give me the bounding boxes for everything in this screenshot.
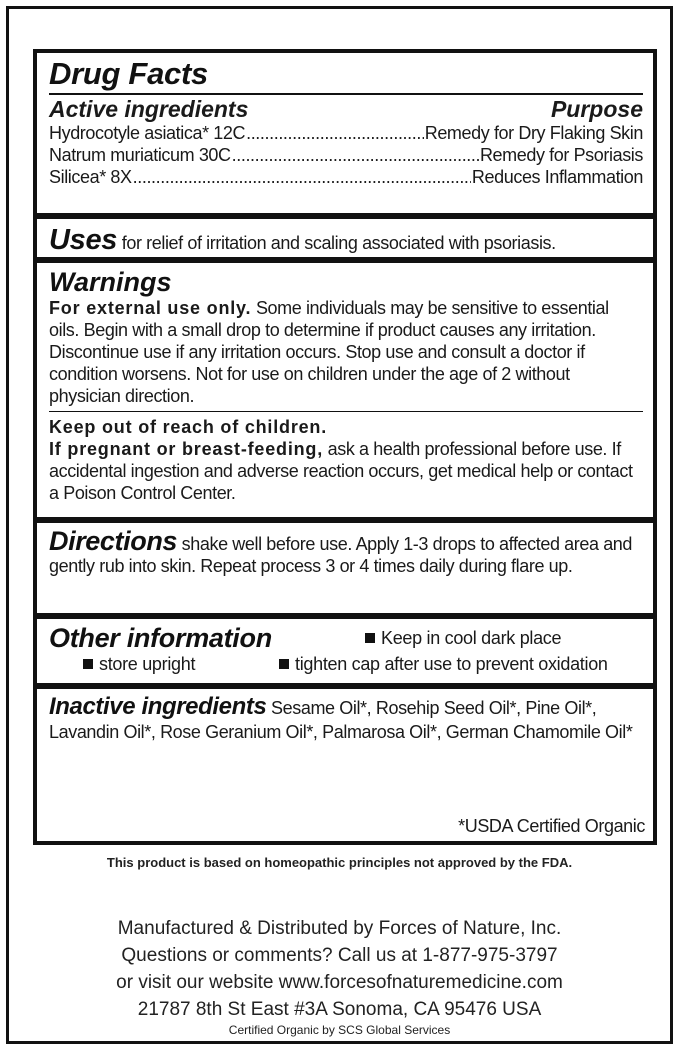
active-ingredients-header — [49, 96, 643, 122]
external-use-text: Some individuals may be sensitive to essential oils. Begin with a small drop to determine if product causes any irritation. Discontinue use if any irritation occurs. Stop use and consult a doctor if condition worsens. Not for use on children under the age of 2 without physician direction. — [49, 298, 609, 406]
directions-panel — [37, 523, 653, 613]
ingredient-row — [49, 122, 643, 144]
inactive-ingredients-panel — [37, 689, 653, 841]
external-use-bold: For external use only. — [49, 298, 252, 318]
ingredient-row — [49, 166, 643, 188]
address-line: 21787 8th St East #3A Sonoma, CA 95476 USA — [137, 999, 542, 1020]
other-info-item: tighten cap after use to prevent oxidation — [295, 654, 608, 674]
other-information-heading: Other information — [49, 623, 272, 653]
directions-text: shake well before use. Apply 1-3 drops to affected area and gently rub into skin. Repeat process 3 or 4 times daily during flare up. — [49, 534, 633, 576]
keep-out-of-reach: Keep out of reach of children. — [49, 417, 328, 437]
warnings-heading: Warnings — [49, 267, 172, 297]
ingredient-row — [49, 144, 643, 166]
ingredient-name: Natrum muriaticum 30C — [49, 145, 231, 165]
warnings-panel — [37, 263, 653, 517]
directions-heading: Directions — [49, 526, 178, 556]
fda-disclaimer: This product is based on homeopathic principles not approved by the FDA. — [106, 855, 573, 870]
warnings-divider — [49, 411, 643, 412]
square-bullet-icon — [279, 659, 289, 669]
manufacturer-info — [9, 915, 670, 1023]
title-divider — [49, 93, 643, 95]
active-ingredients-heading: Active ingredients — [49, 96, 249, 122]
manufacturer-line: Manufactured & Distributed by Forces of Nature, Inc. — [117, 918, 562, 939]
leader-dots — [232, 144, 479, 166]
ingredient-name: Hydrocotyle asiatica* 12C — [49, 123, 246, 143]
active-ingredients-panel — [37, 53, 653, 213]
pregnancy-warning — [49, 438, 643, 504]
certification-note: Certified Organic by SCS Global Services — [228, 1023, 451, 1037]
drug-facts-title: Drug Facts — [49, 56, 208, 91]
other-info-item: store upright — [99, 654, 196, 674]
square-bullet-icon — [83, 659, 93, 669]
uses-text: for relief of irritation and scaling associated with psoriasis. — [121, 233, 556, 253]
pregnancy-bold: If pregnant or breast-feeding, — [49, 439, 324, 459]
ingredient-name: Silicea* 8X — [49, 167, 132, 187]
product-label-page — [6, 6, 673, 1044]
leader-dots — [246, 122, 424, 144]
ingredient-purpose: Remedy for Psoriasis — [479, 145, 643, 165]
inactive-ingredients-text: Sesame Oil*, Rosehip Seed Oil*, Pine Oil*, Lavandin Oil*, Rose Geranium Oil*, Palmarosa Oil*, German Chamomile Oil* — [49, 698, 633, 742]
other-info-item: Keep in cool dark place — [381, 628, 562, 648]
contact-phone-line: Questions or comments? Call us at 1-877-975-3797 — [121, 945, 558, 966]
purpose-heading: Purpose — [550, 96, 643, 122]
pregnancy-text: ask a health professional before use. If accidental ingestion and adverse reaction occurs, get medical help or contact a Poison Control Center. — [49, 439, 633, 503]
ingredient-purpose: Remedy for Dry Flaking Skin — [424, 123, 643, 143]
drug-facts-box — [33, 49, 657, 845]
uses-panel — [37, 219, 653, 257]
leader-dots — [133, 166, 471, 188]
other-information-panel — [37, 619, 653, 683]
ingredient-purpose: Reduces Inflammation — [471, 167, 643, 187]
inactive-ingredients-heading: Inactive ingredients — [49, 693, 267, 720]
uses-heading: Uses — [49, 224, 118, 256]
square-bullet-icon — [365, 633, 375, 643]
website-line: or visit our website www.forcesofnaturemedicine.com — [116, 972, 563, 993]
usda-organic-note: *USDA Certified Organic — [458, 816, 645, 836]
external-use-warning — [49, 297, 643, 407]
